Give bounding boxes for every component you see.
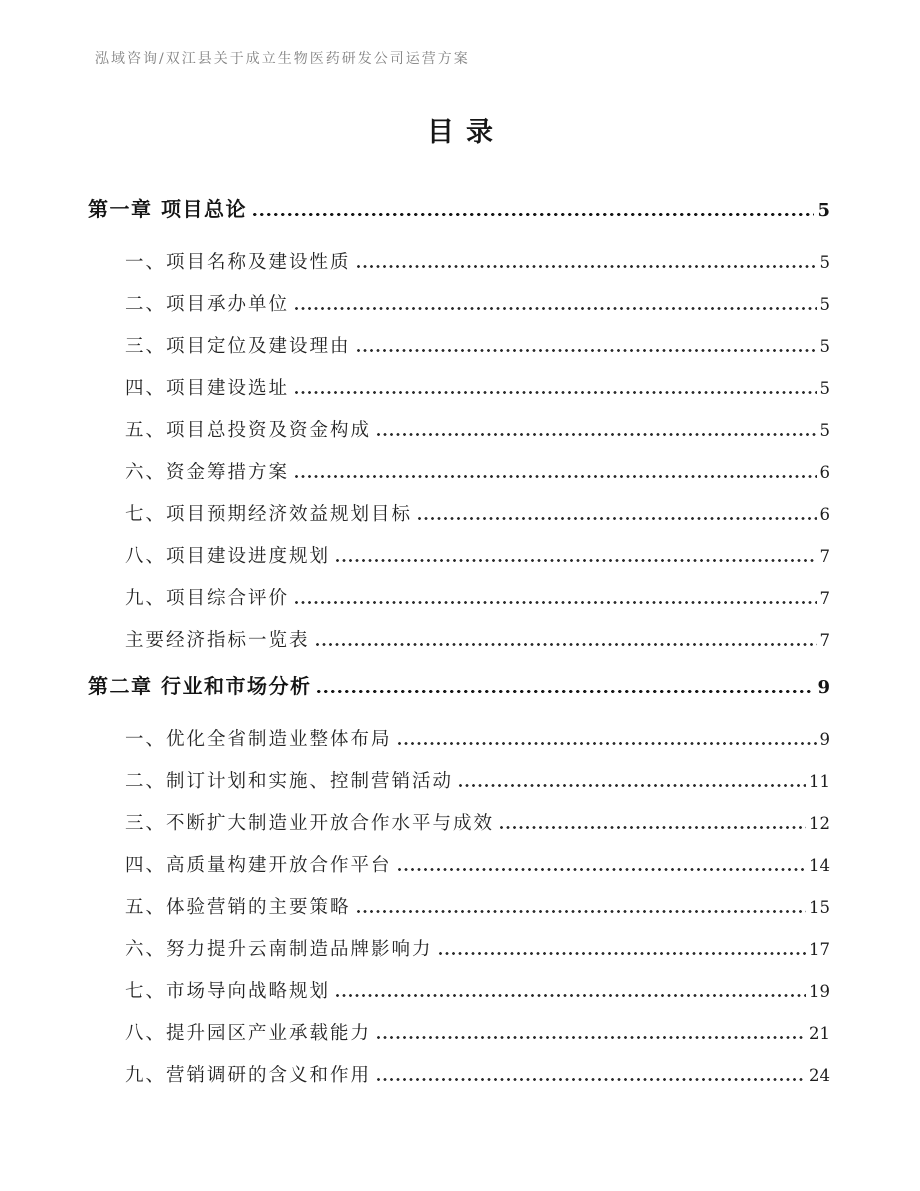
toc-item-page-number: 7 xyxy=(819,631,830,650)
toc-item-row[interactable] xyxy=(88,725,830,767)
dotted-leader xyxy=(439,952,806,955)
toc-item-label: 一、优化全省制造业整体布局 xyxy=(125,729,392,750)
toc-item-row[interactable] xyxy=(88,1061,830,1103)
toc-item-page-number: 5 xyxy=(819,337,830,356)
toc-item-page-number: 9 xyxy=(819,730,830,749)
toc-item-page-number: 11 xyxy=(809,772,830,791)
toc-chapter-row[interactable] xyxy=(88,193,830,221)
dotted-leader xyxy=(253,213,815,217)
dotted-leader xyxy=(357,910,806,913)
toc-item-label: 八、提升园区产业承载能力 xyxy=(125,1023,372,1044)
toc-item-label: 五、体验营销的主要策略 xyxy=(125,897,351,918)
toc-item-row[interactable] xyxy=(88,626,830,668)
toc-chapter-label: 第二章 行业和市场分析 xyxy=(88,674,312,698)
toc-item-label: 八、项目建设进度规划 xyxy=(125,546,331,567)
toc-item-label: 四、高质量构建开放合作平台 xyxy=(125,855,392,876)
toc-item-label: 九、营销调研的含义和作用 xyxy=(125,1065,372,1086)
toc-item-label: 三、不断扩大制造业开放合作水平与成效 xyxy=(125,813,495,834)
dotted-leader xyxy=(295,601,816,604)
toc-item-row[interactable] xyxy=(88,977,830,1019)
dotted-leader xyxy=(316,643,817,646)
dotted-leader xyxy=(317,690,814,694)
toc-item-row[interactable] xyxy=(88,809,830,851)
toc xyxy=(88,193,830,1103)
toc-item-page-number: 6 xyxy=(819,463,830,482)
toc-chapter xyxy=(88,193,830,668)
toc-item-page-number: 5 xyxy=(819,295,830,314)
toc-item-row[interactable] xyxy=(88,1019,830,1061)
toc-item-label: 一、项目名称及建设性质 xyxy=(125,252,351,273)
dotted-leader xyxy=(377,1078,806,1081)
dotted-leader xyxy=(336,559,816,562)
toc-chapter-items xyxy=(88,725,830,1103)
toc-item-row[interactable] xyxy=(88,542,830,584)
toc-item-page-number: 7 xyxy=(819,547,830,566)
toc-chapter xyxy=(88,670,830,1103)
toc-item-page-number: 5 xyxy=(819,379,830,398)
toc-item-page-number: 6 xyxy=(819,505,830,524)
toc-item-page-number: 19 xyxy=(809,982,830,1001)
toc-item-label: 六、努力提升云南制造品牌影响力 xyxy=(125,939,433,960)
toc-item-row[interactable] xyxy=(88,500,830,542)
toc-item-label: 七、项目预期经济效益规划目标 xyxy=(125,504,413,525)
toc-item-row[interactable] xyxy=(88,767,830,809)
dotted-leader xyxy=(357,265,817,268)
dotted-leader xyxy=(357,349,817,352)
toc-item-page-number: 5 xyxy=(819,253,830,272)
toc-item-page-number: 21 xyxy=(809,1024,830,1043)
toc-chapter-row[interactable] xyxy=(88,670,830,698)
toc-item-row[interactable] xyxy=(88,248,830,290)
toc-item-page-number: 5 xyxy=(819,421,830,440)
dotted-leader xyxy=(418,517,816,520)
toc-item-row[interactable] xyxy=(88,584,830,626)
document-header: 泓域咨询/双江县关于成立生物医药研发公司运营方案 xyxy=(95,51,470,67)
toc-item-row[interactable] xyxy=(88,332,830,374)
dotted-leader xyxy=(377,433,816,436)
dotted-leader xyxy=(398,742,817,745)
toc-item-label: 四、项目建设选址 xyxy=(125,378,290,399)
toc-item-page-number: 24 xyxy=(809,1066,830,1085)
toc-item-label: 二、制订计划和实施、控制营销活动 xyxy=(125,771,454,792)
toc-title: 目录 xyxy=(427,117,505,148)
toc-item-label: 六、资金筹措方案 xyxy=(125,462,290,483)
dotted-leader xyxy=(459,784,806,787)
dotted-leader xyxy=(377,1036,806,1039)
toc-item-label: 七、市场导向战略规划 xyxy=(125,981,331,1002)
toc-item-row[interactable] xyxy=(88,374,830,416)
dotted-leader xyxy=(398,868,806,871)
dotted-leader xyxy=(295,391,816,394)
toc-item-label: 九、项目综合评价 xyxy=(125,588,290,609)
toc-item-label: 主要经济指标一览表 xyxy=(125,630,310,651)
toc-chapter-label: 第一章 项目总论 xyxy=(88,197,247,221)
toc-item-page-number: 15 xyxy=(809,898,830,917)
toc-item-row[interactable] xyxy=(88,416,830,458)
toc-item-label: 五、项目总投资及资金构成 xyxy=(125,420,372,441)
dotted-leader xyxy=(336,994,806,997)
toc-chapter-items xyxy=(88,248,830,668)
toc-item-label: 三、项目定位及建设理由 xyxy=(125,336,351,357)
toc-item-page-number: 7 xyxy=(819,589,830,608)
toc-item-row[interactable] xyxy=(88,935,830,977)
dotted-leader xyxy=(500,826,806,829)
toc-chapter-page-number: 5 xyxy=(817,200,830,221)
toc-item-page-number: 17 xyxy=(809,940,830,959)
dotted-leader xyxy=(295,475,816,478)
toc-item-label: 二、项目承办单位 xyxy=(125,294,290,315)
toc-item-row[interactable] xyxy=(88,893,830,935)
toc-item-row[interactable] xyxy=(88,290,830,332)
toc-item-page-number: 14 xyxy=(809,856,830,875)
dotted-leader xyxy=(295,307,816,310)
toc-item-page-number: 12 xyxy=(809,814,830,833)
toc-item-row[interactable] xyxy=(88,458,830,500)
toc-item-row[interactable] xyxy=(88,851,830,893)
toc-chapter-page-number: 9 xyxy=(817,677,830,698)
